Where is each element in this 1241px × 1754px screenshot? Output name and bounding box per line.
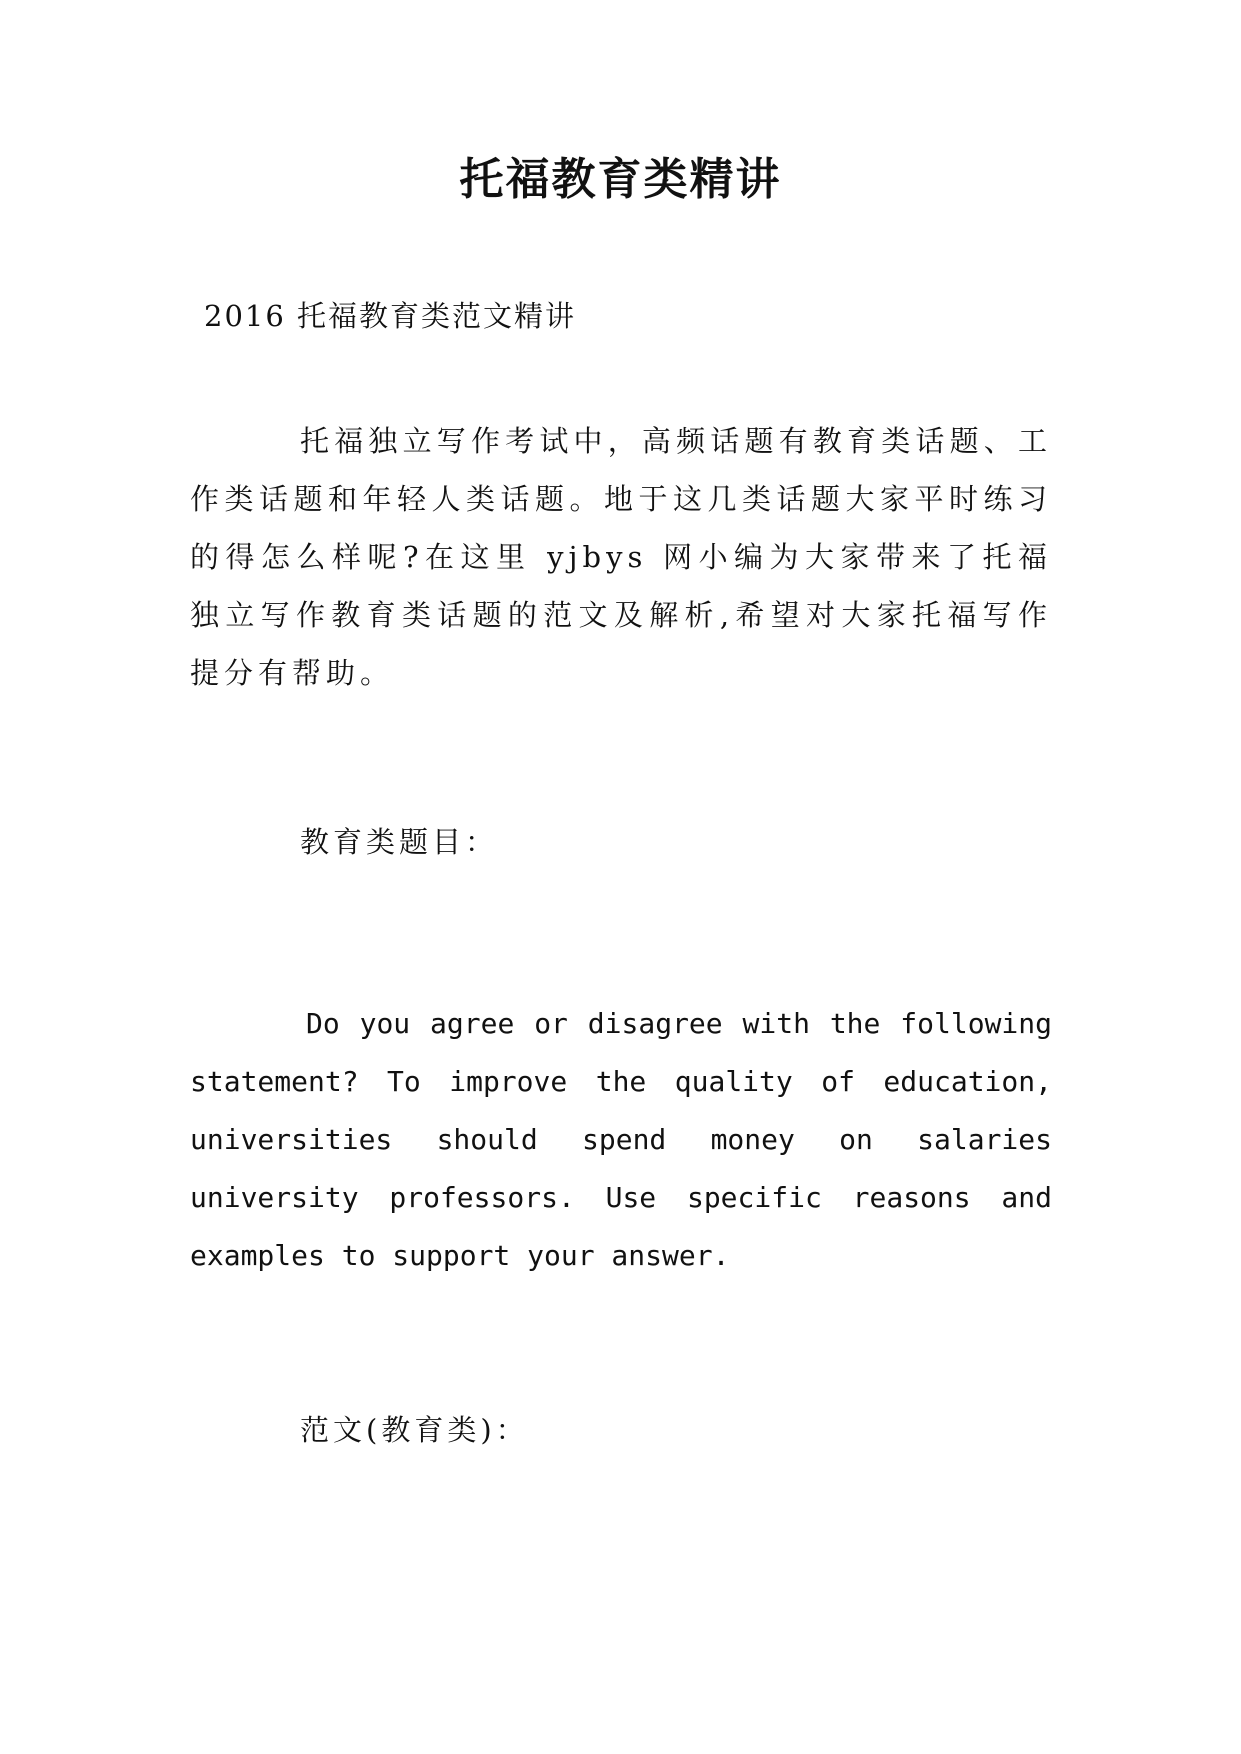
- topic-heading: 教育类题目：: [300, 825, 499, 859]
- topic-prompt: Do you agree or disagree with the following statement? To improve the quality of education, universities should spend money on salaries university professors. Use specific reasons and examples to support your answer.: [190, 1007, 1052, 1272]
- intro-paragraph: 托福独立写作考试中，高频话题有教育类话题、工作类话题和年轻人类话题。地于这几类话题大家平时练习的得怎么样呢?在这里 yjbys 网小编为大家带来了托福独立写作教育类话题的范文及解析,希望对大家托福写作提分有帮助。: [190, 424, 1052, 690]
- essay-heading: 范文(教育类)：: [300, 1413, 529, 1447]
- document-subtitle: 2016 托福教育类范文精讲: [204, 299, 577, 333]
- document-title: 托福教育类精讲: [459, 154, 782, 205]
